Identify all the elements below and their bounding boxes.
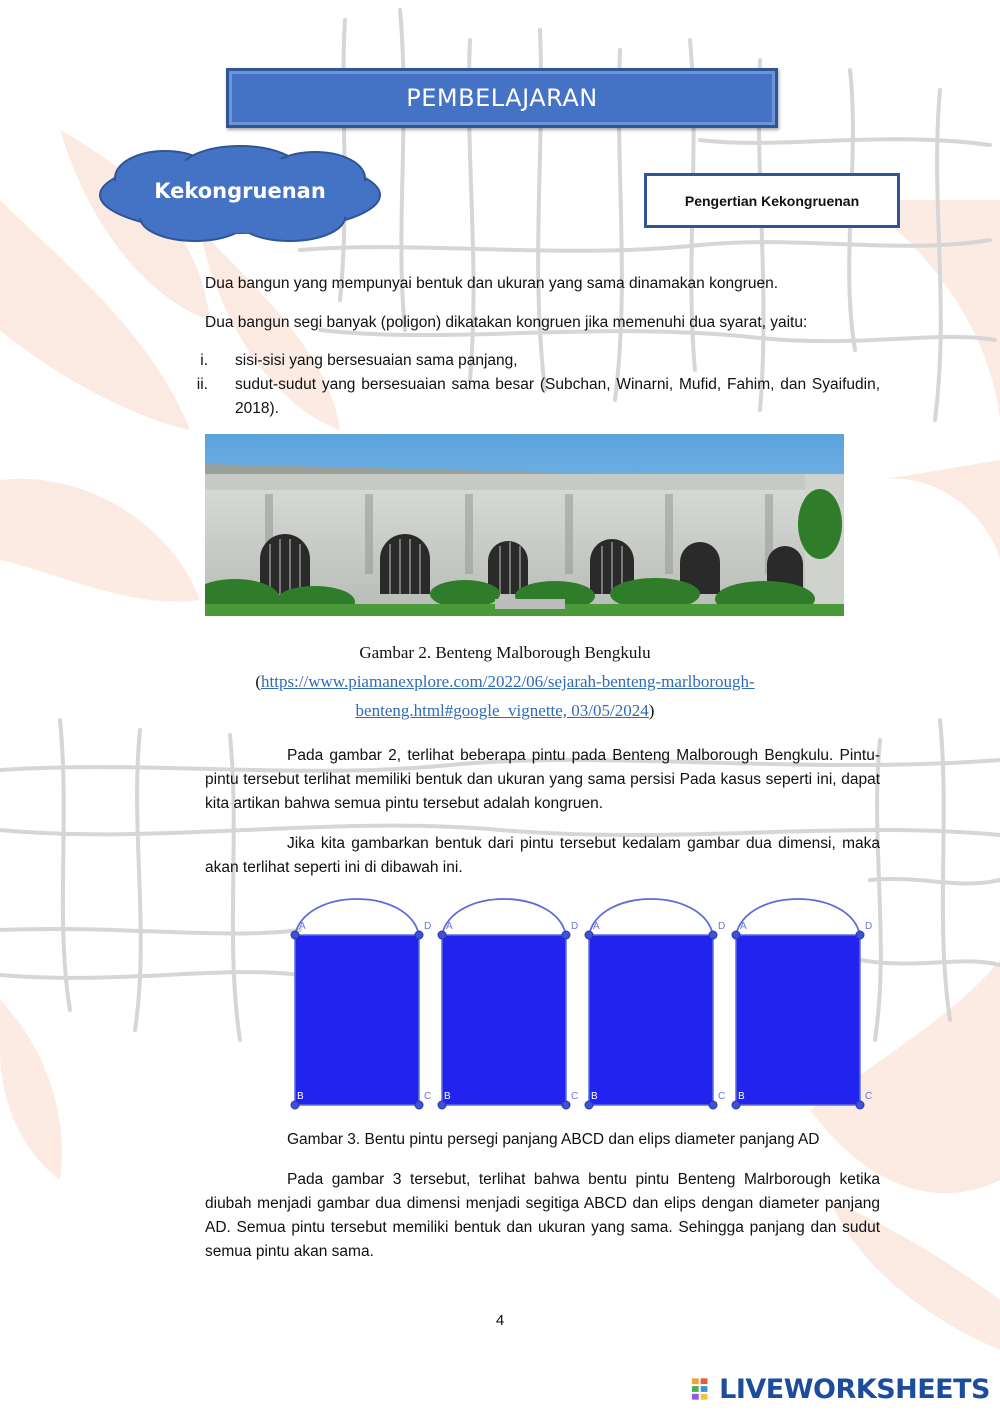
lesson-title: PEMBELAJARAN bbox=[406, 84, 598, 112]
vertex-label-d: D bbox=[424, 921, 432, 932]
figure2-source-link[interactable]: https://www.piamanexplore.com/2022/06/sejarah-benteng-marlborough-benteng.html#google_vignette, 03/05/2024 bbox=[261, 672, 755, 720]
figure2-source bbox=[205, 667, 805, 725]
vertex-label-c: C bbox=[865, 1091, 873, 1102]
definition-paragraph: Dua bangun yang mempunyai bentuk dan ukuran yang sama dinamakan kongruen. bbox=[205, 275, 779, 292]
vertex-label-d: D bbox=[718, 921, 726, 932]
list-number: ii. bbox=[196, 376, 208, 393]
vertex-label-c: C bbox=[424, 1091, 432, 1102]
figure2-explanation: Pada gambar 2, terlihat beberapa pintu pada Benteng Malborough Bengkulu. Pintu-pintu tersebut terlihat memiliki bentuk dan ukuran yang sama persisi Pada kasus seperti ini, dapat kita artikan bahwa semua pintu tersebut adalah kongruen. bbox=[205, 747, 880, 812]
brand-name: LIVEWORKSHEETS bbox=[719, 1373, 990, 1405]
vertex-label-c: C bbox=[718, 1091, 726, 1102]
source-open-paren: ( bbox=[255, 672, 261, 691]
door-diagram-svg bbox=[285, 895, 875, 1115]
vertex-label-a: A bbox=[299, 921, 306, 932]
vertex-label-d: D bbox=[865, 921, 873, 932]
figure2-caption: Gambar 2. Benteng Malborough Bengkulu bbox=[359, 643, 651, 662]
vertex-point-a bbox=[291, 931, 299, 939]
vertex-point-d bbox=[562, 931, 570, 939]
vertex-point-b bbox=[585, 1101, 593, 1109]
vertex-label-a: A bbox=[593, 921, 600, 932]
door-rectangle-abcd bbox=[589, 935, 713, 1105]
door-shape bbox=[291, 899, 431, 1109]
conditions-intro: Dua bangun segi banyak (poligon) dikatakan kongruen jika memenuhi dua syarat, yaitu: bbox=[205, 314, 808, 331]
vertex-label-b: B bbox=[738, 1091, 745, 1102]
door-ellipse-arc bbox=[295, 899, 419, 935]
door-shape bbox=[732, 899, 872, 1109]
door-shape bbox=[438, 899, 578, 1109]
vertex-label-b: B bbox=[444, 1091, 451, 1102]
vertex-label-a: A bbox=[740, 921, 747, 932]
door-ellipse-arc bbox=[589, 899, 713, 935]
two-dimension-intro: Jika kita gambarkan bentuk dari pintu tersebut kedalam gambar dua dimensi, maka akan terlihat seperti ini di dibawah ini. bbox=[205, 835, 880, 876]
vertex-label-d: D bbox=[571, 921, 579, 932]
vertex-point-d bbox=[415, 931, 423, 939]
vertex-point-c bbox=[709, 1101, 717, 1109]
list-item bbox=[180, 373, 880, 421]
lesson-title-banner bbox=[226, 68, 778, 128]
vertex-point-c bbox=[562, 1101, 570, 1109]
definition-heading-box bbox=[644, 173, 900, 228]
vertex-point-a bbox=[732, 931, 740, 939]
page-number: 4 bbox=[495, 1312, 505, 1329]
door-rectangle-abcd bbox=[442, 935, 566, 1105]
vertex-point-d bbox=[856, 931, 864, 939]
list-item bbox=[180, 349, 880, 373]
vertex-point-b bbox=[291, 1101, 299, 1109]
door-rectangle-abcd bbox=[295, 935, 419, 1105]
figure3-explanation: Pada gambar 3 tersebut, terlihat bahwa bentu pintu Benteng Malrborough ketika diubah menjadi gambar dua dimensi menjadi segitiga ABCD dan elips dengan diameter panjang AD. Semua pintu tersebut memiliki bentuk dan ukuran yang sama. Sehingga panjang dan sudut semua pintu akan sama. bbox=[205, 1171, 880, 1260]
vertex-point-b bbox=[438, 1101, 446, 1109]
figure3-caption: Gambar 3. Bentu pintu persegi panjang ABCD dan elips diameter panjang AD bbox=[287, 1131, 820, 1148]
liveworksheets-logo bbox=[690, 1373, 990, 1405]
vertex-label-b: B bbox=[591, 1091, 598, 1102]
topic-cloud bbox=[95, 145, 385, 245]
vertex-point-a bbox=[585, 931, 593, 939]
fort-photo bbox=[205, 434, 844, 616]
list-text: sudut-sudut yang bersesuaian sama besar (Subchan, Winarni, Mufid, Fahim, dan Syaifudin, 2018). bbox=[235, 376, 880, 417]
definition-heading: Pengertian Kekongruenan bbox=[684, 192, 860, 209]
fort-photo-drawing bbox=[205, 434, 844, 616]
door-ellipse-arc bbox=[736, 899, 860, 935]
figure2-caption-block bbox=[205, 638, 805, 725]
list-number: i. bbox=[200, 352, 208, 369]
source-close-paren: ) bbox=[648, 701, 655, 720]
vertex-label-a: A bbox=[446, 921, 453, 932]
vertex-label-b: B bbox=[297, 1091, 304, 1102]
vertex-point-c bbox=[856, 1101, 864, 1109]
door-rectangle-abcd bbox=[736, 935, 860, 1105]
vertex-point-b bbox=[732, 1101, 740, 1109]
vertex-point-d bbox=[709, 931, 717, 939]
liveworksheets-icon bbox=[690, 1376, 717, 1402]
vertex-label-c: C bbox=[571, 1091, 579, 1102]
list-text: sisi-sisi yang bersesuaian sama panjang, bbox=[235, 352, 518, 369]
door-shape bbox=[585, 899, 725, 1109]
door-ellipse-arc bbox=[442, 899, 566, 935]
conditions-list bbox=[180, 349, 880, 421]
topic-label: Kekongruenan bbox=[154, 179, 326, 203]
vertex-point-a bbox=[438, 931, 446, 939]
vertex-point-c bbox=[415, 1101, 423, 1109]
door-diagram bbox=[285, 895, 875, 1115]
